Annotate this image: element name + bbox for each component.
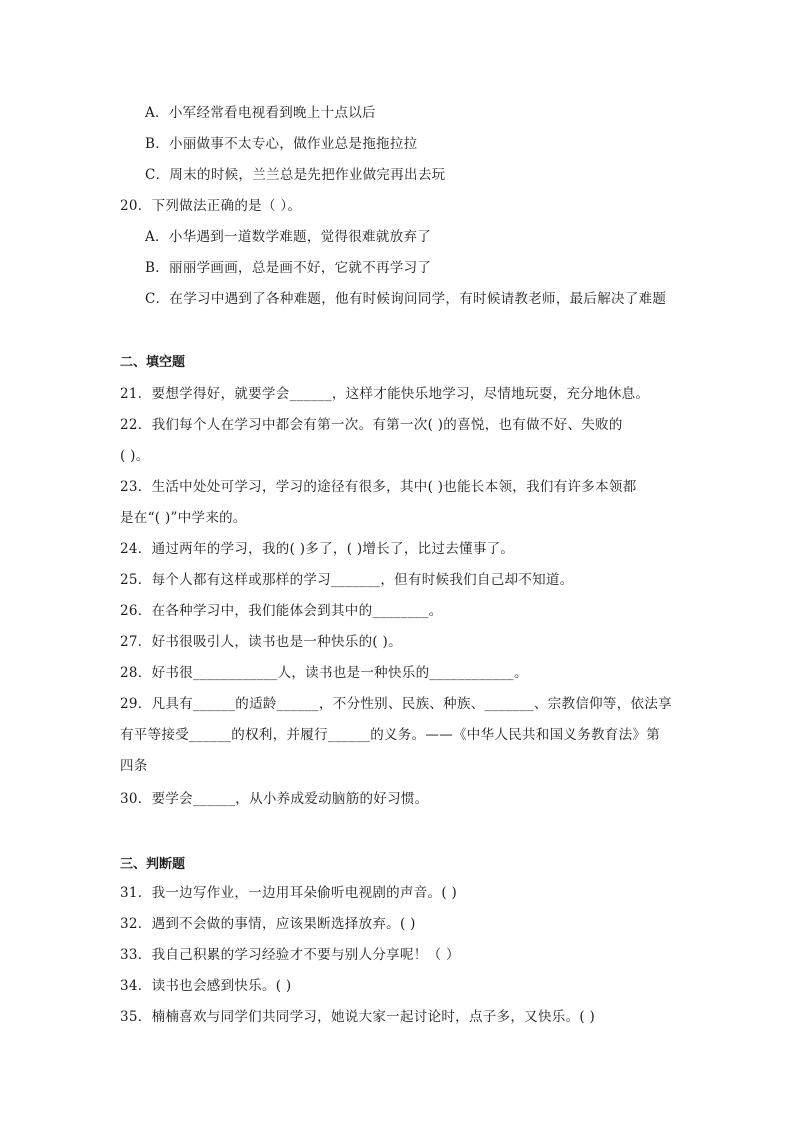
q19-option-a: A．小军经常看电视看到晚上十点以后: [145, 105, 376, 121]
q28: 28．好书很____________人，读书也是一种快乐的____________。: [120, 665, 528, 681]
q34: 34．读书也会感到快乐。( ): [120, 978, 292, 994]
q20-option-a: A．小华遇到一道数学难题，觉得很难就放弃了: [145, 229, 432, 245]
q21: 21．要想学得好，就要学会______，这样才能快乐地学习，尽情地玩耍，充分地休息。: [120, 386, 650, 402]
q19-option-b: B．小丽做事不太专心，做作业总是拖拖拉拉: [145, 136, 418, 152]
q22-continuation: ( )。: [120, 448, 150, 464]
q29-continuation-1: 有平等接受______的权利，并履行______的义务。——《中华人民共和国义务教育法》第: [120, 727, 660, 743]
q30: 30．要学会______，从小养成爱动脑筋的好习惯。: [120, 791, 429, 807]
q23-continuation: 是在“( )”中学来的。: [120, 510, 247, 526]
q23: 23．生活中处处可学习，学习的途径有很多，其中( )也能长本领，我们有许多本领都: [120, 479, 637, 495]
q29: 29．凡具有______的适龄______，不分性别、民族、种族、_______、宗教信仰等，依法享: [120, 696, 672, 712]
section-judgement-title: 三、判断题: [120, 857, 186, 872]
q24: 24．通过两年的学习，我的( )多了，( )增长了，比过去懂事了。: [120, 541, 515, 557]
q27: 27．好书很吸引人，读书也是一种快乐的( )。: [120, 634, 402, 650]
q35: 35．楠楠喜欢与同学们共同学习，她说大家一起讨论时，点子多，又快乐。( ): [120, 1009, 596, 1025]
q32: 32．遇到不会做的事情，应该果断选择放弃。( ): [120, 916, 416, 932]
q26: 26．在各种学习中，我们能体会到其中的________。: [120, 603, 443, 619]
q20-option-c: C．在学习中遇到了各种难题，他有时候询问同学，有时候请教老师，最后解决了难题: [145, 291, 667, 307]
q29-continuation-2: 四条: [120, 758, 148, 774]
q20-option-b: B．丽丽学画画，总是画不好，它就不再学习了: [145, 260, 432, 276]
q25: 25．每个人都有这样或那样的学习_______，但有时候我们自己却不知道。: [120, 572, 574, 588]
section-fill-in-title: 二、填空题: [120, 355, 186, 370]
q33: 33．我自己积累的学习经验才不要与别人分享呢！（ ）: [120, 947, 460, 963]
q20-stem: 20．下列做法正确的是（ ）。: [120, 198, 302, 214]
q19-option-c: C．周末的时候，兰兰总是先把作业做完再出去玩: [145, 167, 446, 183]
q22: 22．我们每个人在学习中都会有第一次。有第一次( )的喜悦，也有做不好、失败的: [120, 417, 623, 433]
q31: 31．我一边写作业，一边用耳朵偷听电视剧的声音。( ): [120, 885, 458, 901]
